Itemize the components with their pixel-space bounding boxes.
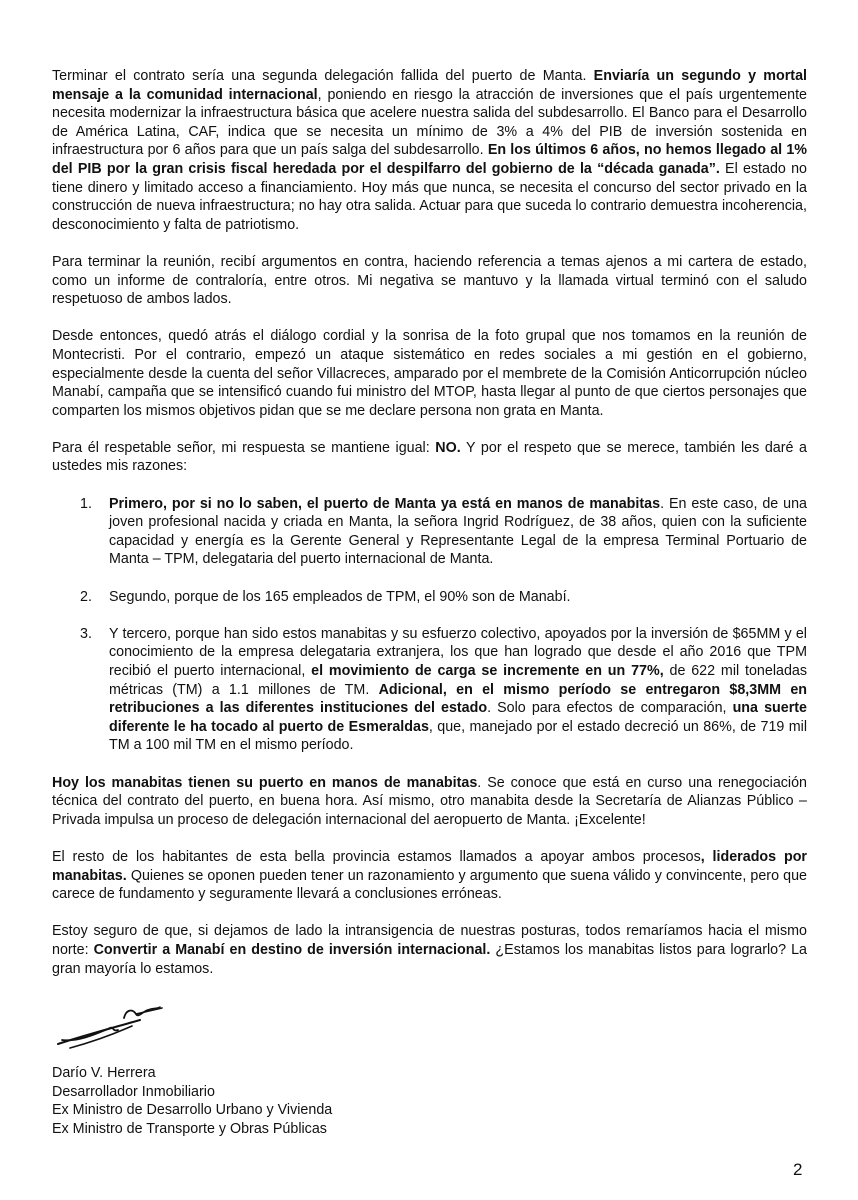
document-page <box>52 67 807 1138</box>
text-run: Segundo, porque de los 165 empleados de TPM, el 90% son de Manabí. <box>109 588 571 605</box>
text-run: El estado no tiene dinero y limitado acceso a financiamiento. Hoy más que nunca, se necesita el concurso del sector privado en la construcción de nueva infraestructura; no hay otra salida. Actuar para que suceda lo contrario demuestra incoherencia, desconocimiento y falta de patriotismo. <box>52 160 807 233</box>
text-run: Y tercero, porque han sido estos manabitas y su esfuerzo colectivo, apoyados por la inversión de $65MM y el conocimiento de la empresa delegataria extranjera, los que han logrado que desde el año 2016 que TPM recibió el puerto internacional, <box>109 625 807 679</box>
text-run: Estoy seguro de que, si dejamos de lado la intransigencia de nuestras posturas, todos remaríamos hacia el mismo norte: <box>52 923 807 958</box>
handwritten-signature <box>52 1000 172 1054</box>
text-run: , poniendo en riesgo la atracción de inversiones que el país urgentemente necesita modernizar la infraestructura básica que acelere nuestra salida del subdesarrollo. El Banco para el Desarrollo de América Latina, CAF, indica que se necesita un mínimo de 3% a 4% del PIB de inversión sostenida en infraestructura por 6 años para que un país salga del subdesarrollo. <box>52 86 808 159</box>
paragraph-4 <box>52 439 807 476</box>
paragraph-6 <box>52 848 807 904</box>
text-run: El resto de los habitantes de esta bella provincia estamos llamados a apoyar ambos procesos <box>52 848 701 865</box>
bold-text-run: el movimiento de carga se incremente en un 77%, <box>311 663 664 679</box>
text-run: Desde entonces, quedó atrás el diálogo cordial y la sonrisa de la foto grupal que nos tomamos en la reunión de Montecristi. Por el contrario, empezó un ataque sistemático en redes sociales a mi gestión en el gobierno, especialmente desde la cuenta del señor Villacreces, amparado por el membrete de la Comisión Anticorrupción núcleo Manabí, campaña que se intensificó cuando fui ministro del MTOP, hasta llegar al punto de que ciertos personajes que comparten los mismos objetivos pidan que se me declare persona non grata en Manta. <box>52 328 807 419</box>
list-item-text <box>109 626 807 754</box>
paragraph-2 <box>52 253 807 309</box>
bold-text-run: una suerte diferente le ha tocado al puerto de Esmeraldas <box>109 700 807 735</box>
bold-text-run: Enviaría un segundo y mortal mensaje a la comunidad internacional <box>52 68 807 103</box>
bold-text-run: En los últimos 6 años, no hemos llegado al 1% del PIB por la gran crisis fiscal heredada por el despilfarro del gobierno de la “década ganada”. <box>52 142 807 177</box>
text-run: . Solo para efectos de comparación, <box>487 700 733 717</box>
text-run: Para él respetable señor, mi respuesta se mantiene igual: <box>52 439 436 456</box>
text-run: . En este caso, de una joven profesional nacida y criada en Manta, la señora Ingrid Rodríguez, de 38 años, quien con la suficiente capacidad y energía es la Gerente General y Representante Legal de la empresa Terminal Portuario de Manta – TPM, delegataria del puerto internacional de Manta. <box>109 495 807 568</box>
text-run: de 622 mil toneladas métricas (TM) a 1.1 millones de TM. <box>109 663 808 698</box>
reasons-list <box>52 495 807 755</box>
list-item-text <box>109 496 807 568</box>
paragraph-3 <box>52 327 807 420</box>
bold-text-run: , liderados por manabitas. <box>52 848 807 884</box>
bold-text-run: Adicional, en el mismo período se entregaron $8,3MM en retribuciones a las diferentes instituciones del estado <box>109 681 808 717</box>
signer-title: Ex Ministro de Transporte y Obras Públicas <box>52 1120 327 1137</box>
bold-text-run: NO. <box>435 439 461 456</box>
bold-text-run: Hoy los manabitas tienen su puerto en manos de manabitas <box>52 774 478 791</box>
page-number: 2 <box>793 1160 803 1179</box>
bold-text-run: Primero, por si no lo saben, el puerto de Manta ya está en manos de manabitas <box>109 495 661 512</box>
text-run: Y por el respeto que se merece, también les daré a ustedes mis razones: <box>52 439 807 475</box>
signer-name: Darío V. Herrera <box>52 1065 156 1082</box>
bold-text-run: Convertir a Manabí en destino de inversión internacional. <box>93 941 491 958</box>
signer-title: Ex Ministro de Desarrollo Urbano y Vivienda <box>52 1102 333 1119</box>
list-number: 2. <box>80 588 92 605</box>
text-run: Quienes se oponen pueden tener un razonamiento y argumento que suena válido y convincente, pero que carece de fundamento y seguramente llevará a conclusiones erróneas. <box>52 867 807 903</box>
paragraph-1 <box>52 67 807 234</box>
text-run: ¿Estamos los manabitas listos para lograrlo? La gran mayoría lo estamos. <box>52 941 808 977</box>
list-number: 3. <box>80 625 92 642</box>
list-item-text <box>109 589 571 605</box>
signer-title: Desarrollador Inmobiliario <box>52 1083 215 1100</box>
list-item <box>52 625 807 755</box>
paragraph-5 <box>52 774 807 830</box>
signature-block <box>52 1064 807 1138</box>
list-item <box>52 588 807 607</box>
paragraph-7 <box>52 922 807 978</box>
text-run: Para terminar la reunión, recibí argumentos en contra, haciendo referencia a temas ajenos a mi cartera de estado, como un informe de contraloría, entre otros. Mi negativa se mantuvo y la llamada virtual terminó con el saludo respetuoso de ambos lados. <box>52 253 807 308</box>
text-run: , que, manejado por el estado decreció un 86%, de 719 mil TM a 100 mil TM en el mismo período. <box>109 718 807 754</box>
text-run: Terminar el contrato sería una segunda delegación fallida del puerto de Manta. <box>52 68 594 84</box>
text-run: . Se conoce que está en curso una renegociación técnica del contrato del puerto, en buena hora. Así mismo, otro manabita desde la Secretaría de Alianzas Público – Privada impulsa un proceso de delegación internacional del aeropuerto de Manta. ¡Excelente! <box>52 774 808 828</box>
list-number: 1. <box>80 495 92 512</box>
list-item <box>52 495 807 569</box>
